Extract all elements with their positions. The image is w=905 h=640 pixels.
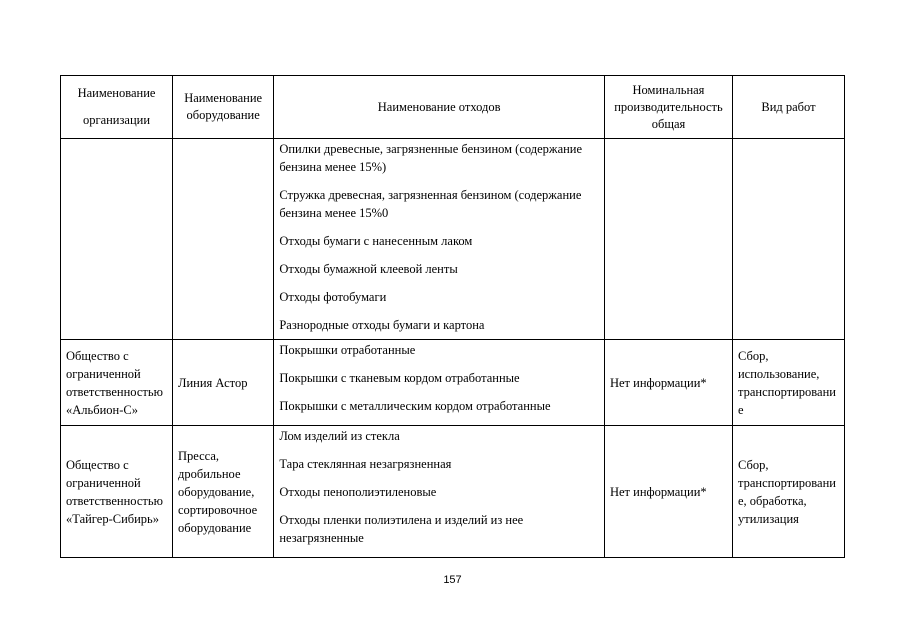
header-work-type: Вид работ xyxy=(732,76,844,139)
header-capacity: Номинальная производительность общая xyxy=(604,76,732,139)
cell-work-type: Сбор, использование, транспортировани е xyxy=(732,340,844,426)
table-row xyxy=(61,426,845,558)
cell-equipment xyxy=(173,139,274,340)
cell-waste xyxy=(274,139,605,340)
header-organization-line1: Наименование xyxy=(77,86,156,100)
waste-item: Опилки древесные, загрязненные бензином (содержание бензина менее 15%) xyxy=(279,142,583,174)
waste-item: Тара стеклянная незагрязненная xyxy=(279,457,452,471)
cell-capacity: Нет информации* xyxy=(604,426,732,558)
cell-organization xyxy=(61,139,173,340)
table-row xyxy=(61,139,845,340)
cell-capacity: Нет информации* xyxy=(604,340,732,426)
waste-item: Отходы пленки полиэтилена и изделий из нее незагрязненные xyxy=(279,513,524,545)
cell-organization: Общество с ограниченной ответственностью «Тайгер-Сибирь» xyxy=(61,426,173,558)
waste-item: Разнородные отходы бумаги и картона xyxy=(279,318,485,332)
cell-work-type: Сбор, транспортировани е, обработка, утилизация xyxy=(732,426,844,558)
header-organization-line2: организации xyxy=(82,113,151,127)
waste-item: Покрышки с металлическим кордом отработанные xyxy=(279,399,551,413)
cell-capacity xyxy=(604,139,732,340)
header-equipment: Наименование оборудование xyxy=(173,76,274,139)
waste-item: Покрышки с тканевым кордом отработанные xyxy=(279,371,520,385)
waste-item: Стружка древесная, загрязненная бензином (содержание бензина менее 15%0 xyxy=(279,188,582,220)
header-waste: Наименование отходов xyxy=(274,76,605,139)
waste-item: Отходы бумажной клеевой ленты xyxy=(279,262,458,276)
cell-equipment: Линия Астор xyxy=(173,340,274,426)
header-organization xyxy=(61,76,173,139)
cell-waste xyxy=(274,426,605,558)
cell-work-type xyxy=(732,139,844,340)
table-header-row xyxy=(61,76,845,139)
waste-item: Лом изделий из стекла xyxy=(279,429,400,443)
cell-equipment: Пресса, дробильное оборудование, сортировочное оборудование xyxy=(173,426,274,558)
waste-item: Отходы фотобумаги xyxy=(279,290,387,304)
waste-item: Отходы пенополиэтиленовые xyxy=(279,485,437,499)
cell-waste xyxy=(274,340,605,426)
table-row xyxy=(61,340,845,426)
waste-organizations-table xyxy=(60,75,845,558)
waste-item: Покрышки отработанные xyxy=(279,343,416,357)
cell-organization: Общество с ограниченной ответственностью «Альбион-С» xyxy=(61,340,173,426)
waste-item: Отходы бумаги с нанесенным лаком xyxy=(279,234,473,248)
page-number: 157 xyxy=(443,574,462,586)
